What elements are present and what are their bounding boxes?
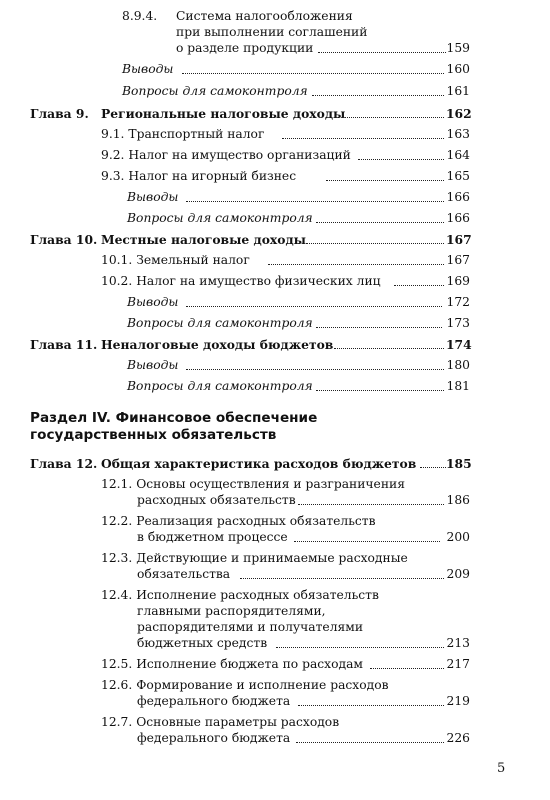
section-title: бюджетных средств [137,636,268,650]
section-title: 9.3. Налог на игорный бизнес [101,169,297,183]
page-ref: 180 [446,358,470,372]
section-title: 12.7. Основные параметры расходов [101,715,340,729]
chapter-label: Глава 11. [30,337,98,352]
page-ref: 166 [446,211,470,225]
leader-dots [312,93,444,96]
page-ref: 163 [446,127,470,141]
leader-dots [370,666,444,669]
page-ref: 159 [446,41,470,55]
leader-dots [334,346,444,349]
leader-dots [342,115,444,118]
page-ref: 217 [446,657,470,671]
questions-entry: Вопросы для самоконтроля [127,316,313,330]
entry-title: при выполнении соглашений [176,25,368,39]
leader-dots [326,178,444,181]
section-title: федерального бюджета [137,694,291,708]
chapter-label: Глава 10. [30,232,98,247]
leader-dots [318,50,446,53]
page-ref: 219 [446,694,470,708]
section-title: в бюджетном процессе [137,530,288,544]
questions-entry: Вопросы для самоконтроля [127,379,313,393]
section-title: главными распорядителями, [137,604,326,618]
part-heading: государственных обязательств [30,427,277,443]
page-ref: 165 [446,169,470,183]
conclusions-entry: Выводы [122,62,174,76]
leader-dots [276,645,444,648]
section-title: 12.4. Исполнение расходных обязательств [101,588,379,602]
page-ref: 181 [446,379,470,393]
leader-dots [186,304,442,307]
page-number: 5 [497,761,506,776]
leader-dots [282,136,444,139]
section-title: федерального бюджета [137,731,291,745]
page-ref: 167 [446,253,470,267]
section-title: распорядителями и получателями [137,620,364,634]
leader-dots [316,325,442,328]
section-title: 12.6. Формирование и исполнение расходов [101,678,389,692]
page-ref: 162 [446,106,472,121]
page-ref: 167 [446,232,472,247]
questions-entry: Вопросы для самоконтроля [122,84,308,98]
page-ref: 173 [446,316,470,330]
chapter-title: Местные налоговые доходы [101,232,306,247]
page-ref: 209 [446,567,470,581]
page-ref: 186 [446,493,470,507]
page-ref: 185 [446,456,472,471]
page-ref: 226 [446,731,470,745]
page-ref: 164 [446,148,470,162]
section-title: 9.1. Транспортный налог [101,127,265,141]
leader-dots [294,539,440,542]
section-title: расходных обязательств [137,493,296,507]
page-ref: 172 [446,295,470,309]
leader-dots [298,502,444,505]
leader-dots [186,199,444,202]
page-ref: 169 [446,274,470,288]
leader-dots [240,576,444,579]
section-title: 10.1. Земельный налог [101,253,250,267]
conclusions-entry: Выводы [127,190,179,204]
page-ref: 200 [446,530,470,544]
leader-dots [306,241,444,244]
chapter-title: Региональные налоговые доходы [101,106,346,121]
conclusions-entry: Выводы [127,295,179,309]
section-title: 9.2. Налог на имущество организаций [101,148,351,162]
chapter-label: Глава 12. [30,456,98,471]
leader-dots [316,220,444,223]
entry-title: о разделе продукции [176,41,314,55]
page-ref: 174 [446,337,472,352]
section-title: 12.3. Действующие и принимаемые расходные [101,551,408,565]
page-ref: 160 [446,62,470,76]
page-ref: 213 [446,636,470,650]
section-title: 12.1. Основы осуществления и разграничения [101,477,405,491]
leader-dots [186,367,444,370]
chapter-title: Общая характеристика расходов бюджетов [101,456,417,471]
entry-title: Система налогообложения [176,9,353,23]
leader-dots [358,157,444,160]
section-title: обязательства [137,567,231,581]
conclusions-entry: Выводы [127,358,179,372]
leader-dots [296,740,444,743]
section-title: 10.2. Налог на имущество физических лиц [101,274,381,288]
leader-dots [394,283,444,286]
part-heading: Раздел IV. Финансовое обеспечение [30,410,318,426]
chapter-title: Неналоговые доходы бюджетов [101,337,334,352]
page-ref: 166 [446,190,470,204]
leader-dots [316,388,444,391]
page-ref: 161 [446,84,470,98]
leader-dots [420,465,446,468]
leader-dots [298,703,444,706]
leader-dots [268,262,444,265]
questions-entry: Вопросы для самоконтроля [127,211,313,225]
section-title: 12.5. Исполнение бюджета по расходам [101,657,363,671]
chapter-label: Глава 9. [30,106,89,121]
entry-number: 8.9.4. [122,9,158,23]
section-title: 12.2. Реализация расходных обязательств [101,514,376,528]
leader-dots [182,71,444,74]
